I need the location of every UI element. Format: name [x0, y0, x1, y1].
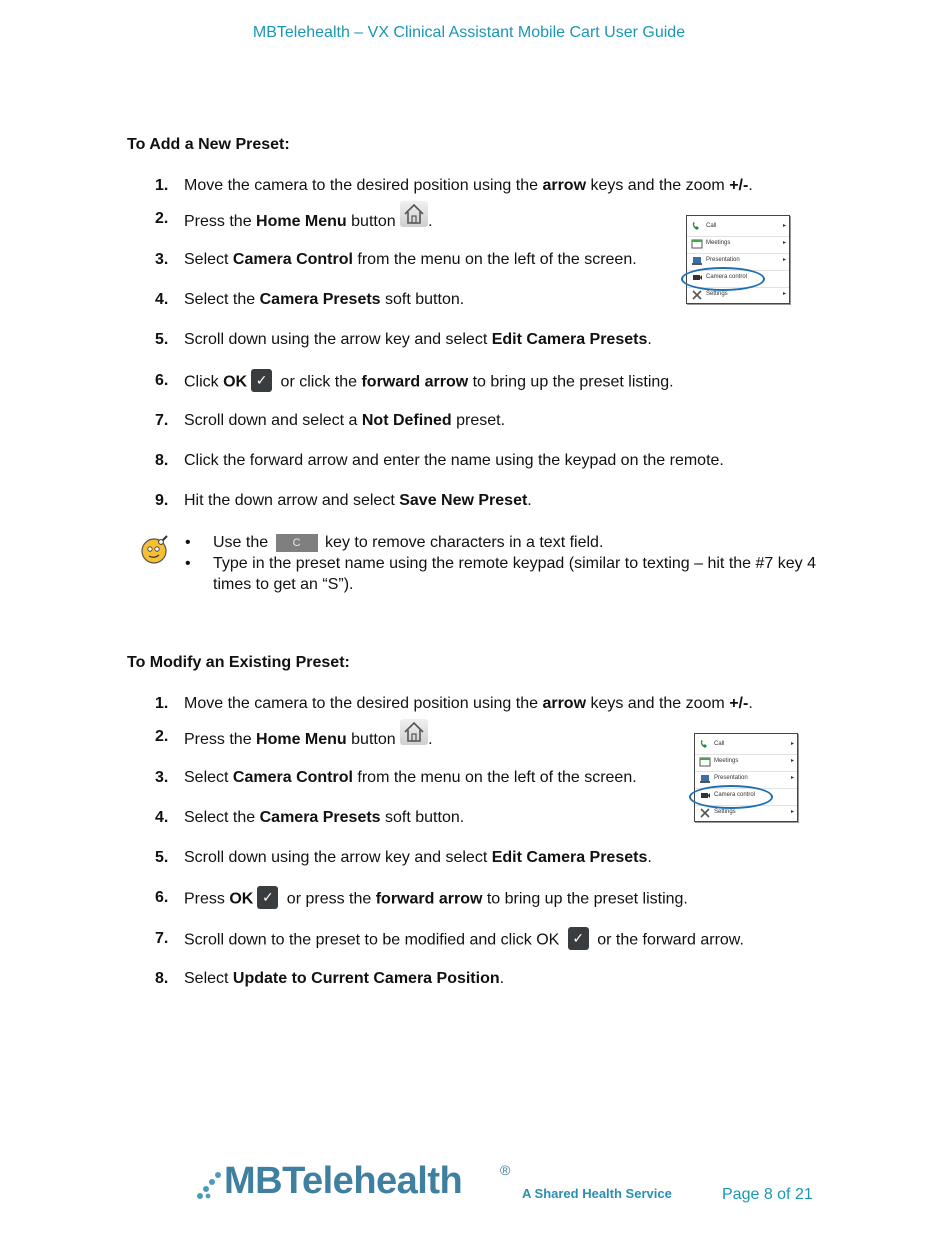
- tools-icon: [699, 807, 711, 818]
- footer-tagline: A Shared Health Service: [522, 1186, 672, 1201]
- step-text: from the menu on the left of the screen.: [352, 251, 637, 268]
- menu-item-label: Presentation: [706, 257, 740, 263]
- step-bold: +/-: [729, 177, 749, 194]
- step-bold: +/-: [729, 695, 749, 712]
- step-bold: Save New Preset: [399, 492, 528, 509]
- step-text: Press: [184, 890, 230, 908]
- step-text: .: [647, 331, 652, 348]
- step-bold: Not Defined: [361, 412, 452, 429]
- step-text: to bring up the preset listing.: [468, 373, 674, 391]
- step-text: preset.: [451, 412, 506, 429]
- step-number: 2.: [155, 210, 169, 227]
- bullet: •: [185, 534, 191, 551]
- step-bold: Update to Current Camera Position: [232, 970, 500, 987]
- step-bold: forward arrow: [361, 373, 469, 391]
- tools-icon: [691, 289, 703, 300]
- step-text: Select the: [184, 291, 260, 308]
- calendar-icon: [691, 238, 703, 249]
- highlight-oval: [689, 785, 773, 809]
- step-text: Scroll down and select a: [184, 412, 362, 429]
- step-text: Scroll down using the arrow key and select: [184, 849, 492, 866]
- chevron-right-icon: ▸: [782, 257, 786, 263]
- step-text: Select the: [184, 809, 260, 826]
- tip-item: [185, 532, 833, 553]
- phone-icon: [691, 221, 703, 232]
- step-text: Press the: [184, 213, 257, 231]
- step-number: 8.: [155, 452, 169, 469]
- menu-item-label: Camera control: [714, 792, 756, 798]
- step-bold: OK: [223, 373, 248, 391]
- step-bold: OK: [229, 890, 254, 908]
- c-key-icon: C: [276, 534, 318, 552]
- chevron-right-icon: ▸: [782, 291, 786, 297]
- step-number: 2.: [155, 728, 169, 745]
- step-text: .: [748, 177, 753, 194]
- step-bold: Home Menu: [256, 731, 347, 749]
- step-number: 5.: [155, 331, 169, 348]
- step-bold: Camera Presets: [259, 809, 381, 826]
- step-text: .: [748, 695, 753, 712]
- chevron-right-icon: ▸: [790, 741, 794, 747]
- modify-preset-heading: To Modify an Existing Preset:: [127, 654, 350, 671]
- menu-item-call: [687, 219, 789, 237]
- step-text: from the menu on the left of the screen.: [352, 769, 637, 786]
- chevron-right-icon: ▸: [790, 758, 794, 764]
- page-number: Page 8 of 21: [722, 1186, 813, 1203]
- menu-item-meetings: [695, 754, 797, 772]
- step-text: .: [527, 492, 532, 509]
- chevron-right-icon: ▸: [790, 809, 794, 815]
- step-number: 5.: [155, 849, 169, 866]
- ok-check-icon: ✓: [251, 369, 272, 392]
- step-text: keys and the zoom: [586, 695, 730, 712]
- ok-check-icon: ✓: [568, 927, 589, 950]
- step-bold: Edit Camera Presets: [491, 331, 648, 348]
- step-number: 1.: [155, 177, 169, 194]
- step-number: 3.: [155, 251, 169, 268]
- tip-icon: [137, 532, 171, 566]
- logo-dots-icon: [196, 1168, 222, 1200]
- step-number: 3.: [155, 769, 169, 786]
- step-bold: Camera Presets: [259, 291, 381, 308]
- footer-logo: MBTelehealth: [224, 1160, 463, 1202]
- step-bold: Camera Control: [232, 251, 353, 268]
- menu-item-label: Presentation: [714, 775, 748, 781]
- step-text: .: [428, 731, 433, 749]
- menu-item-call: [695, 737, 797, 755]
- step-bold: arrow: [542, 695, 587, 712]
- step-text: or press the: [282, 890, 376, 908]
- menu-item-label: Call: [714, 741, 725, 747]
- step-text: Press the: [184, 731, 257, 749]
- step-text: button: [346, 731, 401, 749]
- step-text: .: [647, 849, 652, 866]
- step-number: 4.: [155, 809, 169, 826]
- home-menu-screenshot: [694, 733, 798, 822]
- menu-item-label: Meetings: [706, 240, 731, 246]
- step-number: 8.: [155, 970, 169, 987]
- step-bold: Camera Control: [232, 769, 353, 786]
- chevron-right-icon: ▸: [782, 240, 786, 246]
- tip-list: [185, 532, 833, 595]
- step-bold: forward arrow: [375, 890, 483, 908]
- menu-item-label: Camera control: [706, 274, 748, 280]
- step-text: .: [428, 213, 433, 231]
- step-number: 7.: [155, 412, 169, 429]
- step-text: to bring up the preset listing.: [482, 890, 688, 908]
- step-text: Click the forward arrow and enter the name using the keypad on the remote.: [184, 452, 724, 469]
- step-number: 6.: [155, 372, 169, 389]
- step-number: 4.: [155, 291, 169, 308]
- registered-mark: ®: [500, 1162, 511, 1178]
- menu-item-label: Settings: [714, 809, 736, 815]
- step-text: Hit the down arrow and select: [184, 492, 400, 509]
- tip-item: [185, 553, 833, 595]
- step-text: Scroll down to the preset to be modified and click OK: [184, 931, 564, 949]
- add-preset-heading: To Add a New Preset:: [127, 136, 290, 153]
- home-icon: [400, 719, 428, 745]
- step-text: or the forward arrow.: [592, 931, 744, 949]
- step-text: Select: [184, 970, 233, 987]
- tip-text: Type in the preset name using the remote keypad (similar to texting – hit the #7 key 4 times to get an “S”).: [213, 555, 816, 593]
- step-text: Move the camera to the desired position using the: [184, 695, 543, 712]
- tip-text: Use the: [213, 534, 273, 551]
- step-text: button: [346, 213, 401, 231]
- menu-item-label: Settings: [706, 291, 728, 297]
- home-icon: [400, 201, 428, 227]
- bullet: •: [185, 555, 191, 572]
- step-text: Select: [184, 251, 233, 268]
- step-text: keys and the zoom: [586, 177, 730, 194]
- step-number: 9.: [155, 492, 169, 509]
- phone-icon: [699, 739, 711, 750]
- calendar-icon: [699, 756, 711, 767]
- menu-item-label: Meetings: [714, 758, 739, 764]
- step-bold: Home Menu: [256, 213, 347, 231]
- step-bold: arrow: [542, 177, 587, 194]
- chevron-right-icon: ▸: [782, 223, 786, 229]
- laptop-icon: [691, 255, 703, 266]
- step-number: 6.: [155, 889, 169, 906]
- step-text: .: [499, 970, 505, 987]
- step-bold: Edit Camera Presets: [491, 849, 648, 866]
- step-text: Scroll down using the arrow key and select: [184, 331, 492, 348]
- menu-item-label: Call: [706, 223, 717, 229]
- step-text: Move the camera to the desired position using the: [184, 177, 543, 194]
- menu-item-meetings: [687, 236, 789, 254]
- step-text: Select: [184, 769, 233, 786]
- step-text: Click: [184, 373, 224, 391]
- step-number: 1.: [155, 695, 169, 712]
- ok-check-icon: ✓: [257, 886, 278, 909]
- highlight-oval: [681, 267, 765, 291]
- step-number: 7.: [155, 930, 169, 947]
- tip-text: key to remove characters in a text field.: [320, 534, 604, 551]
- home-menu-screenshot: [686, 215, 790, 304]
- laptop-icon: [699, 773, 711, 784]
- chevron-right-icon: ▸: [790, 775, 794, 781]
- page-header-title: MBTelehealth – VX Clinical Assistant Mobile Cart User Guide: [252, 24, 686, 41]
- step-text: soft button.: [380, 291, 465, 308]
- step-text: or click the: [276, 373, 362, 391]
- step-text: soft button.: [380, 809, 465, 826]
